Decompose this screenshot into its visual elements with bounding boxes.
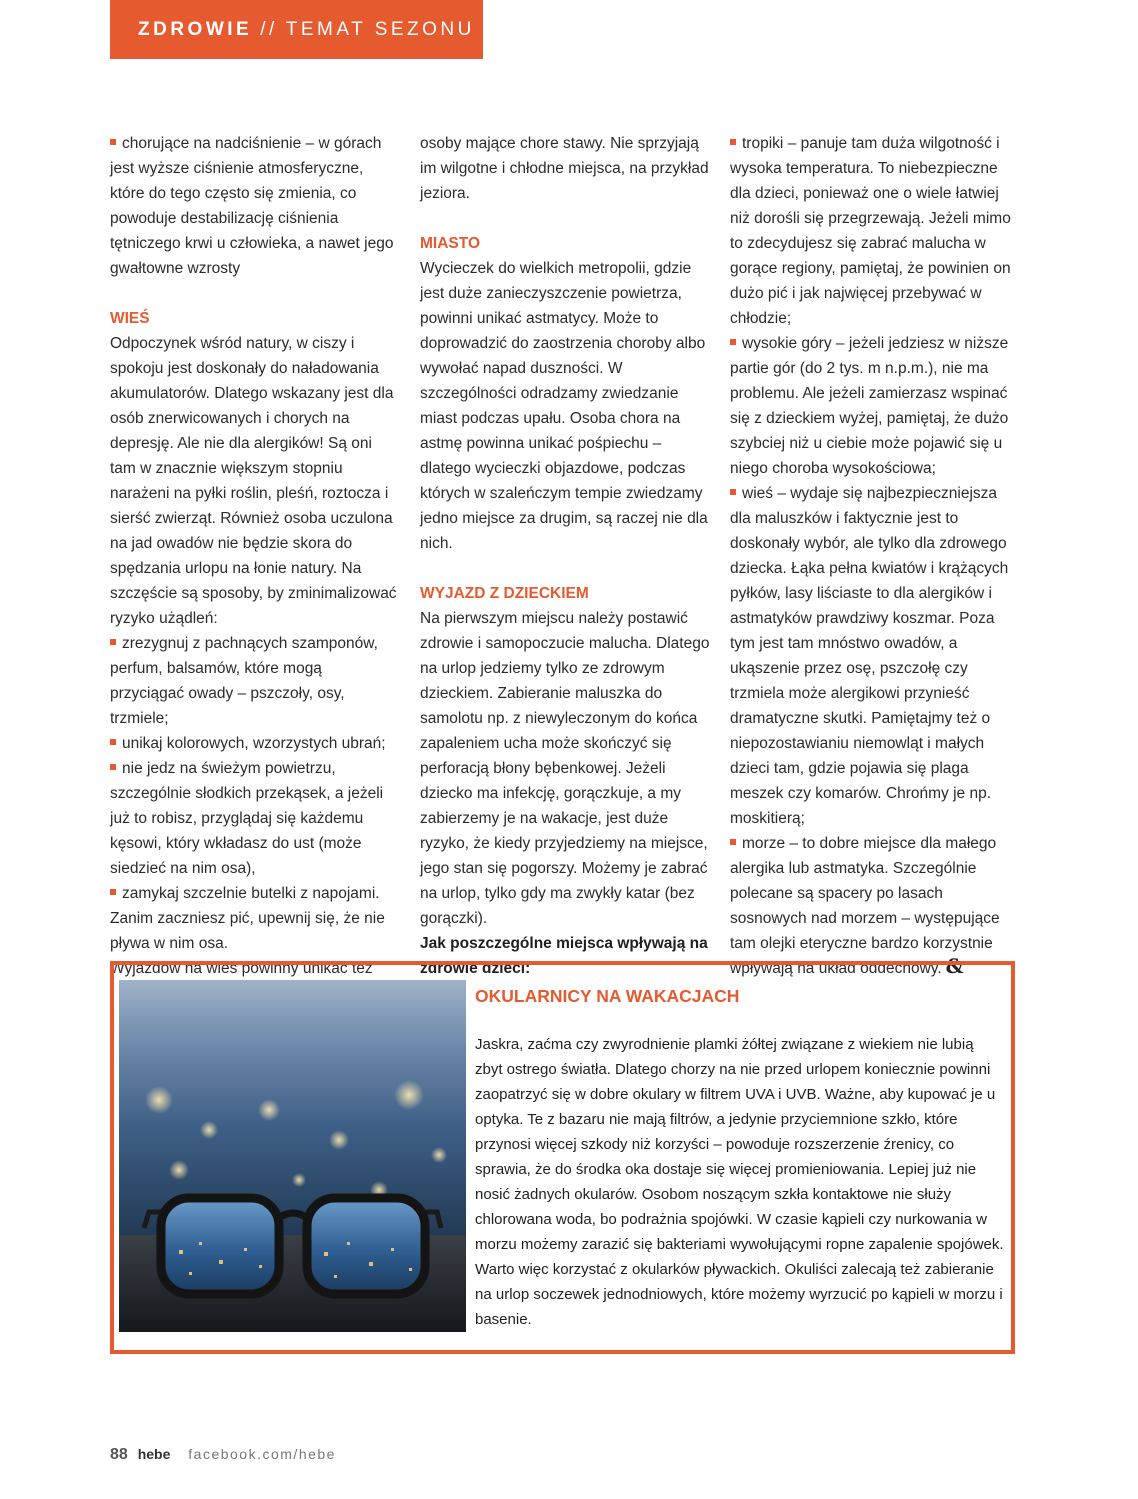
paragraph: Na pierwszym miejscu należy postawić zdrowie i samopoczucie malucha. Dlatego na urlop jedziemy tylko ze zdrowym dzieckiem. Zabieranie maluszka do samolotu np. z niewyleczonym do końca zapaleniem ucha może skończyć się perforacją błony bębenkowej. Jeżeli dziecko ma infekcję, gorączkuje, a my zabierzemy je na wakacje, jest duże ryzyko, że kiedy przyjedziemy na miejsce, jego stan się pogorszy. Możemy je zabrać na urlop, tylko gdy ma zwykły katar (bez gorączki). xyxy=(420,610,710,927)
bullet-square-icon xyxy=(110,739,116,745)
list-item: chorujące na nadciśnienie – w górach jest wyższe ciśnienie atmosferyczne, które do tego często się zmienia, co powoduje destabilizację ciśnienia tętniczego krwi u człowieka, a nawet jego gwałtowne wzrosty xyxy=(110,135,394,277)
paragraph: Wyjazdów na wieś powinny unikać też xyxy=(110,960,373,977)
bold-lead-in: Jak poszczególne miejsca wpływają na zdrowie dzieci: xyxy=(420,935,708,977)
list-item: morze – to dobre miejsce dla małego alergika lub astmatyka. Szczególnie polecane są spacery po lasach sosnowych nad morzem – występujące tam olejki eteryczne bardzo korzystnie wpływają na układ oddechowy. & xyxy=(730,835,1000,978)
box-paragraph: Jaskra, zaćma czy zwyrodnienie plamki żółtej związane z wiekiem nie lubią zbyt ostrego światła. Dlatego chorzy na nie przed urlopem koniecznie powinni zaopatrzyć się w dobre okulary w filtrem UVA i UVB. Ważne, aby kupować je u optyka. Te z bazaru nie mają filtrów, a jedynie przyciemnione szkło, które przynosi więcej szkody niż korzyści – powoduje rozszerzenie źrenicy, co sprawia, że do środka oka dostaje się więcej promieniowania. Lepiej już nie nosić żadnych okularów. Osobom noszącym szkła kontaktowe nie służy chlorowana woda, bo podrażnia spojówki. W czasie kąpieli czy nurkowania w morzu możemy zarazić się bakteriami wywołującymi ropne zapalenie spojówek. Warto więc korzystać z okularków pływackich. Okuliści zalecają też zabieranie na urlop soczewek jednodniowych, które możemy wyrzucić po kąpieli w morzu i basenie. xyxy=(475,1036,1004,1328)
end-of-article-icon: & xyxy=(945,954,964,978)
list-item: unikaj kolorowych, wzorzystych ubrań; xyxy=(110,731,400,756)
article-column-left xyxy=(110,131,400,981)
heading-child-trip: WYJAZD Z DZIECKIEM xyxy=(420,585,589,602)
paragraph: osoby mające chore stawy. Nie sprzyjają im wilgotne i chłodne miejsca, na przykład jeziora. xyxy=(420,135,709,202)
bullet-square-icon xyxy=(730,139,736,145)
bullet-square-icon xyxy=(110,889,116,895)
header-separator: // xyxy=(260,18,278,40)
bullet-square-icon xyxy=(110,764,116,770)
glasses-illustration xyxy=(119,980,466,1332)
bullet-square-icon xyxy=(730,489,736,495)
bullet-square-icon xyxy=(730,839,736,845)
article-column-right xyxy=(730,131,1020,981)
list-item: zamykaj szczelnie butelki z napojami. Zanim zaczniesz pić, upewnij się, że nie pływa w nim osa. xyxy=(110,885,385,952)
website-link[interactable]: facebook.com/hebe xyxy=(188,1446,336,1462)
bullet-square-icon xyxy=(730,339,736,345)
box-title: OKULARNICY NA WAKACJACH xyxy=(475,986,740,1006)
bullet-square-icon xyxy=(110,639,116,645)
paragraph: Odpoczynek wśród natury, w ciszy i spokoju jest doskonały do naładowania akumulatorów. Dlatego wskazany jest dla osób znerwicowanych i chorych na depresję. Ale nie dla alergików! Są oni tam w znacznie większym stopniu narażeni na pyłki roślin, pleśń, roztocza i sierść zwierząt. Również osoba uczulona na jad owadów nie będzie skora do spędzania urlopu na łonie natury. Na szczęście są sposoby, by zminimalizować ryzyko użądleń: xyxy=(110,335,397,627)
list-item: wieś – wydaje się najbezpieczniejsza dla maluszków i faktycznie jest to doskonały wybór, ale tylko dla zdrowego dziecka. Łąka pełna kwiatów i krążących pyłków, lasy liściaste to dla alergików i astmatyków prawdziwy koszmar. Poza tym jest tam mnóstwo owadów, a ukąszenie przez osę, pszczołę czy trzmiela może alergikowi przynieść dramatyczne skutki. Pamiętajmy też o niepozostawianiu niemowląt i małych dzieci tam, gdzie pojawia się plaga meszek czy komarów. Chrońmy je np. moskitierą; xyxy=(730,485,1009,827)
paragraph: Wycieczek do wielkich metropolii, gdzie jest duże zanieczyszczenie powietrza, powinni unikać astmatycy. Może to doprowadzić do zaostrzenia choroby albo wywołać napad duszności. W szczególności odradzamy zwiedzanie miast podczas upału. Osoba chora na astmę powinna unikać pośpiechu – dlatego wycieczki objazdowe, podczas których w szaleńczym tempie zwiedzamy jedno miejsce za drugim, są raczej nie dla nich. xyxy=(420,260,708,552)
sidebar-box xyxy=(110,961,1015,1354)
article-column-middle xyxy=(420,131,710,981)
header-topic: TEMAT SEZONU xyxy=(285,18,475,40)
heading-village: WIEŚ xyxy=(110,310,150,327)
page-footer xyxy=(110,1446,336,1464)
page-number: 88 xyxy=(110,1446,128,1463)
section-header-tab xyxy=(110,0,483,59)
bullet-square-icon xyxy=(110,139,116,145)
list-item: nie jedz na świeżym powietrzu, szczególnie słodkich przekąsek, a jeżeli już to robisz, przyglądaj się każdemu kęsowi, który wkładasz do ust (może siedzieć na nim osa), xyxy=(110,760,384,877)
list-item: tropiki – panuje tam duża wilgotność i wysoka temperatura. To niebezpieczne dla dzieci, ponieważ one o wiele łatwiej niż dorośli się przegrzewają. Jeżeli mimo to zdecydujesz się zabrać malucha w gorące regiony, pamiętaj, że powinien on dużo pić i jak najwięcej przebywać w chłodzie; xyxy=(730,135,1011,327)
heading-city: MIASTO xyxy=(420,235,480,252)
brand-logo: hebe xyxy=(137,1446,171,1462)
list-item: wysokie góry – jeżeli jedziesz w niższe partie gór (do 2 tys. m n.p.m.), nie ma problemu. Ale jeżeli zamierzasz wspinać się z dzieckiem wyżej, pamiętaj, że dużo szybciej niż u ciebie może pojawić się u niego choroba wysokościowa; xyxy=(730,335,1009,477)
list-item: zrezygnuj z pachnących szamponów, perfum, balsamów, które mogą przyciągać owady – pszczoły, osy, trzmiele; xyxy=(110,635,378,727)
glasses-city-photo xyxy=(119,980,466,1332)
section-label: ZDROWIE xyxy=(138,18,253,40)
